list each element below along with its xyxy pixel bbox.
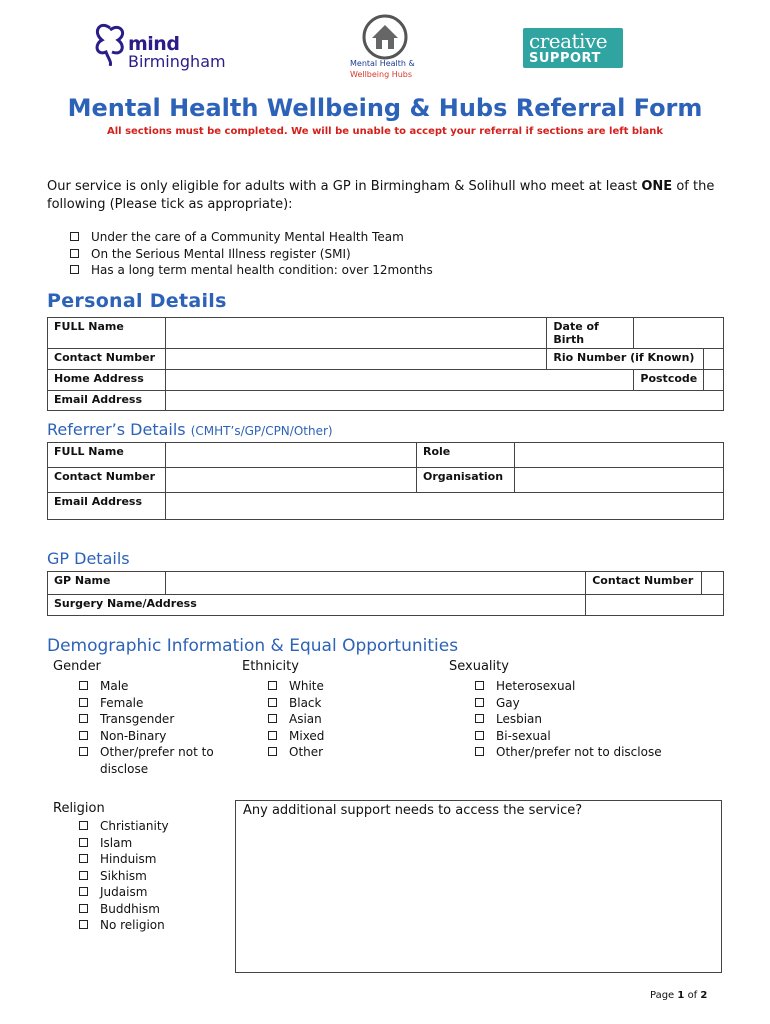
email-address-field[interactable] <box>166 391 724 411</box>
referrer-heading-note: (CMHT’s/GP/CPN/Other) <box>190 424 333 438</box>
checkbox[interactable] <box>268 731 277 740</box>
ethnicity-option <box>268 695 324 712</box>
contact-number-field[interactable] <box>166 349 547 370</box>
option-label: Gay <box>496 695 520 710</box>
referrer-details-heading <box>47 420 333 439</box>
option-label: Male <box>100 679 129 693</box>
label-contact-number: Contact Number <box>48 349 166 370</box>
eligibility-option <box>70 229 433 246</box>
ethnicity-group <box>242 659 324 761</box>
option-label: Sikhism <box>100 868 147 883</box>
religion-option <box>79 884 169 901</box>
label-organisation: Organisation <box>417 468 515 493</box>
religion-option <box>79 851 169 868</box>
option-label: Non-Binary <box>100 728 167 743</box>
option-label: Transgender <box>100 712 175 726</box>
option-label: Christianity <box>100 819 169 833</box>
checkbox[interactable] <box>79 821 88 830</box>
label-referrer-contact-number: Contact Number <box>48 468 166 493</box>
checkbox[interactable] <box>79 904 88 913</box>
option-label: Mixed <box>289 728 325 743</box>
religion-option <box>79 835 169 852</box>
creative-logo-line2: SUPPORT <box>529 51 601 66</box>
ethnicity-option <box>268 711 324 728</box>
rio-number-field[interactable] <box>704 349 724 370</box>
option-label: Bi-sexual <box>496 728 551 743</box>
gender-option <box>79 711 214 728</box>
label-rio-number: Rio Number (if Known) <box>547 349 704 370</box>
label-email-address: Email Address <box>48 391 166 411</box>
intro-text-1: Our service is only eligible for adults with a GP in Birmingham & Solihull who meet at least <box>47 179 642 194</box>
option-label: White <box>289 679 324 693</box>
mind-birmingham-logo <box>92 18 232 74</box>
checkbox[interactable] <box>79 854 88 863</box>
mind-butterfly-icon <box>92 22 128 66</box>
checkbox[interactable] <box>475 731 484 740</box>
option-label: Has a long term mental health condition: over 12months <box>91 263 433 277</box>
gender-option <box>79 728 214 745</box>
referrer-email-field[interactable] <box>166 493 724 520</box>
option-label: Asian <box>289 712 322 726</box>
checkbox[interactable] <box>268 698 277 707</box>
checkbox[interactable] <box>70 232 79 241</box>
referrer-details-table <box>47 442 724 520</box>
hubs-logo-line2: Wellbeing Hubs <box>350 70 413 79</box>
gp-details-heading: GP Details <box>47 549 130 568</box>
date-of-birth-field[interactable] <box>634 318 724 349</box>
religion-option <box>79 901 169 918</box>
checkbox[interactable] <box>475 681 484 690</box>
checkbox[interactable] <box>79 714 88 723</box>
ethnicity-label: Ethnicity <box>242 659 299 674</box>
eligibility-list <box>70 229 433 279</box>
option-label: Islam <box>100 835 133 850</box>
referrer-heading-text: Referrer’s Details <box>47 420 186 439</box>
option-label: Other/prefer not to disclose <box>496 745 662 759</box>
label-role: Role <box>417 443 515 468</box>
checkbox[interactable] <box>79 838 88 847</box>
gender-label: Gender <box>53 659 101 674</box>
sexuality-option <box>475 744 662 761</box>
religion-option <box>79 917 169 934</box>
creative-logo-line1: creative <box>529 29 608 53</box>
personal-details-table <box>47 317 724 411</box>
eligibility-intro <box>47 178 717 214</box>
eligibility-option <box>70 246 433 263</box>
sexuality-label: Sexuality <box>449 659 509 674</box>
label-full-name: FULL Name <box>48 318 166 349</box>
checkbox[interactable] <box>268 714 277 723</box>
intro-text-2: of the following (Please tick as appropriate): <box>47 179 715 212</box>
religion-label: Religion <box>53 801 105 816</box>
label-referrer-full-name: FULL Name <box>48 443 166 468</box>
label-date-of-birth: Date of Birth <box>547 318 634 349</box>
option-label: No religion <box>100 918 165 932</box>
gender-option <box>79 695 214 712</box>
gender-group <box>53 659 214 777</box>
option-label: Other <box>289 745 324 759</box>
eligibility-option <box>70 262 433 279</box>
additional-support-box[interactable] <box>235 800 722 973</box>
gender-option <box>79 678 214 695</box>
label-referrer-email: Email Address <box>48 493 166 520</box>
option-label: Hinduism <box>100 852 157 866</box>
personal-details-heading: Personal Details <box>47 290 227 312</box>
postcode-field[interactable] <box>704 370 724 391</box>
label-postcode: Postcode <box>634 370 704 391</box>
sexuality-option <box>475 728 662 745</box>
option-label: Heterosexual <box>496 679 576 693</box>
additional-support-question: Any additional support needs to access the service? <box>243 803 583 818</box>
label-gp-contact-number: Contact Number <box>586 572 702 595</box>
mind-logo-name: mind <box>128 33 180 55</box>
option-label: Black <box>289 695 322 710</box>
label-surgery: Surgery Name/Address <box>48 595 586 616</box>
option-label: Under the care of a Community Mental Health Team <box>91 230 404 244</box>
form-warning: All sections must be completed. We will be unable to accept your referral if sections are left blank <box>107 126 663 137</box>
ethnicity-option <box>268 678 324 695</box>
checkbox[interactable] <box>70 249 79 258</box>
mind-logo-city: Birmingham <box>128 52 226 71</box>
ethnicity-option <box>268 728 324 745</box>
sexuality-option <box>475 711 662 728</box>
sexuality-group <box>449 659 662 761</box>
gender-option-continued: disclose <box>100 761 149 776</box>
religion-option <box>79 868 169 885</box>
intro-emphasis: ONE <box>641 179 673 194</box>
checkbox[interactable] <box>70 265 79 274</box>
checkbox[interactable] <box>79 681 88 690</box>
page-footer <box>650 990 707 1001</box>
option-label: Judaism <box>100 885 148 899</box>
house-icon <box>362 14 408 60</box>
option-label: On the Serious Mental Illness register (SMI) <box>91 246 351 261</box>
demographic-heading: Demographic Information & Equal Opportunities <box>47 636 459 656</box>
home-address-field[interactable] <box>166 370 634 391</box>
checkbox[interactable] <box>475 714 484 723</box>
ethnicity-option <box>268 744 324 761</box>
organisation-field[interactable] <box>515 468 724 493</box>
footer-page-total: 2 <box>700 990 708 1001</box>
checkbox[interactable] <box>268 681 277 690</box>
checkbox[interactable] <box>79 747 88 756</box>
full-name-field[interactable] <box>166 318 547 349</box>
role-field[interactable] <box>515 443 724 468</box>
surgery-field[interactable] <box>586 595 724 616</box>
checkbox[interactable] <box>79 698 88 707</box>
gp-contact-number-field[interactable] <box>702 572 724 595</box>
checkbox[interactable] <box>268 747 277 756</box>
label-home-address: Home Address <box>48 370 166 391</box>
footer-page-word: Page <box>650 990 675 1001</box>
referrer-contact-number-field[interactable] <box>166 468 417 493</box>
sexuality-option <box>475 695 662 712</box>
referrer-full-name-field[interactable] <box>166 443 417 468</box>
checkbox[interactable] <box>79 920 88 929</box>
gp-details-table <box>47 571 724 616</box>
label-gp-name: GP Name <box>48 572 166 595</box>
option-label: Other/prefer not to <box>100 745 214 759</box>
wellbeing-hubs-logo <box>330 14 440 84</box>
option-label: Buddhism <box>100 901 160 916</box>
option-label: Female <box>100 695 144 710</box>
creative-support-logo <box>523 28 623 68</box>
gender-option <box>79 744 214 761</box>
footer-page-number: 1 <box>677 990 685 1001</box>
option-label: Lesbian <box>496 712 543 726</box>
form-title: Mental Health Wellbeing & Hubs Referral Form <box>67 94 703 122</box>
religion-option <box>79 818 169 835</box>
hubs-logo-line1: Mental Health & <box>350 59 415 68</box>
gp-name-field[interactable] <box>166 572 586 595</box>
sexuality-option <box>475 678 662 695</box>
footer-of-word: of <box>687 990 698 1001</box>
checkbox[interactable] <box>79 871 88 880</box>
checkbox[interactable] <box>79 731 88 740</box>
checkbox[interactable] <box>475 698 484 707</box>
religion-group <box>53 801 169 934</box>
checkbox[interactable] <box>475 747 484 756</box>
checkbox[interactable] <box>79 887 88 896</box>
